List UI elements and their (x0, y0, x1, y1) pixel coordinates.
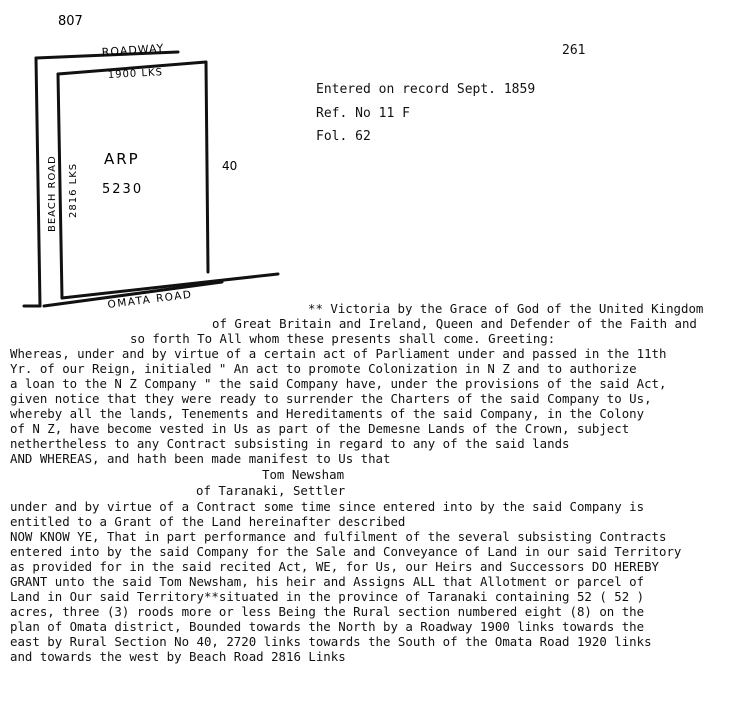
body-line-2: of Great Britain and Ireland, Queen and Defender of the Faith and (212, 316, 697, 331)
omata-road-label: OMATA ROAD (106, 288, 194, 311)
body-line-1: ** Victoria by the Grace of God of the United Kingdom (308, 301, 704, 316)
east-section-number: 40 (222, 159, 238, 173)
body-line-19: GRANT unto the said Tom Newsham, his heir and Assigns ALL that Allotment or parcel of (10, 574, 645, 589)
body-line-8: whereby all the lands, Tenements and Hereditaments of the said Company, in the Colony (10, 406, 645, 421)
body-line-6: a loan to the N Z Company " the said Company have, under the provisions of the said Act, (10, 376, 667, 391)
body-line-22: plan of Omata district, Bounded towards the North by a Roadway 1900 links towards the (10, 619, 645, 634)
body-line-3: so forth To All whom these presents shall come. Greeting: (130, 331, 556, 346)
body-line-20: Land in Our said Territory**situated in the province of Taranaki containing 52 ( 52 ) (10, 589, 645, 604)
body-line-17: entered into by the said Company for the Sale and Conveyance of Land in our said Territory (10, 544, 682, 559)
section-east-boundary (206, 62, 208, 272)
grantee-name: Tom Newsham (262, 467, 345, 482)
record-fol: Fol. 62 (316, 129, 371, 144)
section-west-boundary (58, 74, 62, 298)
page-number: 261 (562, 43, 586, 58)
body-line-10: nethertheless to any Contract subsisting in regard to any of the said lands (10, 436, 570, 451)
roadway-links: 1900 LKS (107, 67, 164, 81)
beach-road-links: 2816 LKS (68, 162, 79, 218)
body-line-23: east by Rural Section No 40, 2720 links towards the South of the Omata Road 1920 links (10, 634, 652, 649)
body-line-21: acres, three (3) roods more or less Being the Rural section numbered eight (8) on the (10, 604, 645, 619)
record-entered: Entered on record Sept. 1859 (316, 82, 536, 97)
beach-road-label: BEACH ROAD (47, 155, 58, 232)
body-line-9: of N Z, have become vested in Us as part of the Demesne Lands of the Crown, subject (10, 421, 630, 436)
body-line-7: given notice that they were ready to surrender the Charters of the said Company to Us, (10, 391, 652, 406)
beach-road-outer-edge (36, 58, 40, 306)
body-line-18: as provided for in the said recited Act, WE, for Us, our Heirs and Successors DO HEREBY (10, 559, 660, 574)
roadway-label: ROADWAY (101, 41, 165, 59)
body-line-11: AND WHEREAS, and hath been made manifest to Us that (10, 451, 391, 466)
body-line-14: under and by virtue of a Contract some time since entered into by the said Company is (10, 499, 645, 514)
survey-plan-sketch (0, 0, 330, 330)
body-line-16: NOW KNOW YE, That in part performance and fulfilment of the several subsisting Contracts (10, 529, 667, 544)
grantee-residence: of Taranaki, Settler (196, 483, 346, 498)
body-line-15: entitled to a Grant of the Land hereinafter described (10, 514, 406, 529)
body-line-4: Whereas, under and by virtue of a certain act of Parliament under and passed in the 11th (10, 346, 667, 361)
area-label: ARP (104, 150, 140, 168)
body-line-5: Yr. of our Reign, initialed " An act to promote Colonization in N Z and to authorize (10, 361, 637, 376)
sketch-corner-number: 807 (58, 14, 83, 29)
record-ref: Ref. No 11 F (316, 106, 410, 121)
area-value: 5230 (102, 182, 144, 197)
body-line-24: and towards the west by Beach Road 2816 Links (10, 649, 346, 664)
